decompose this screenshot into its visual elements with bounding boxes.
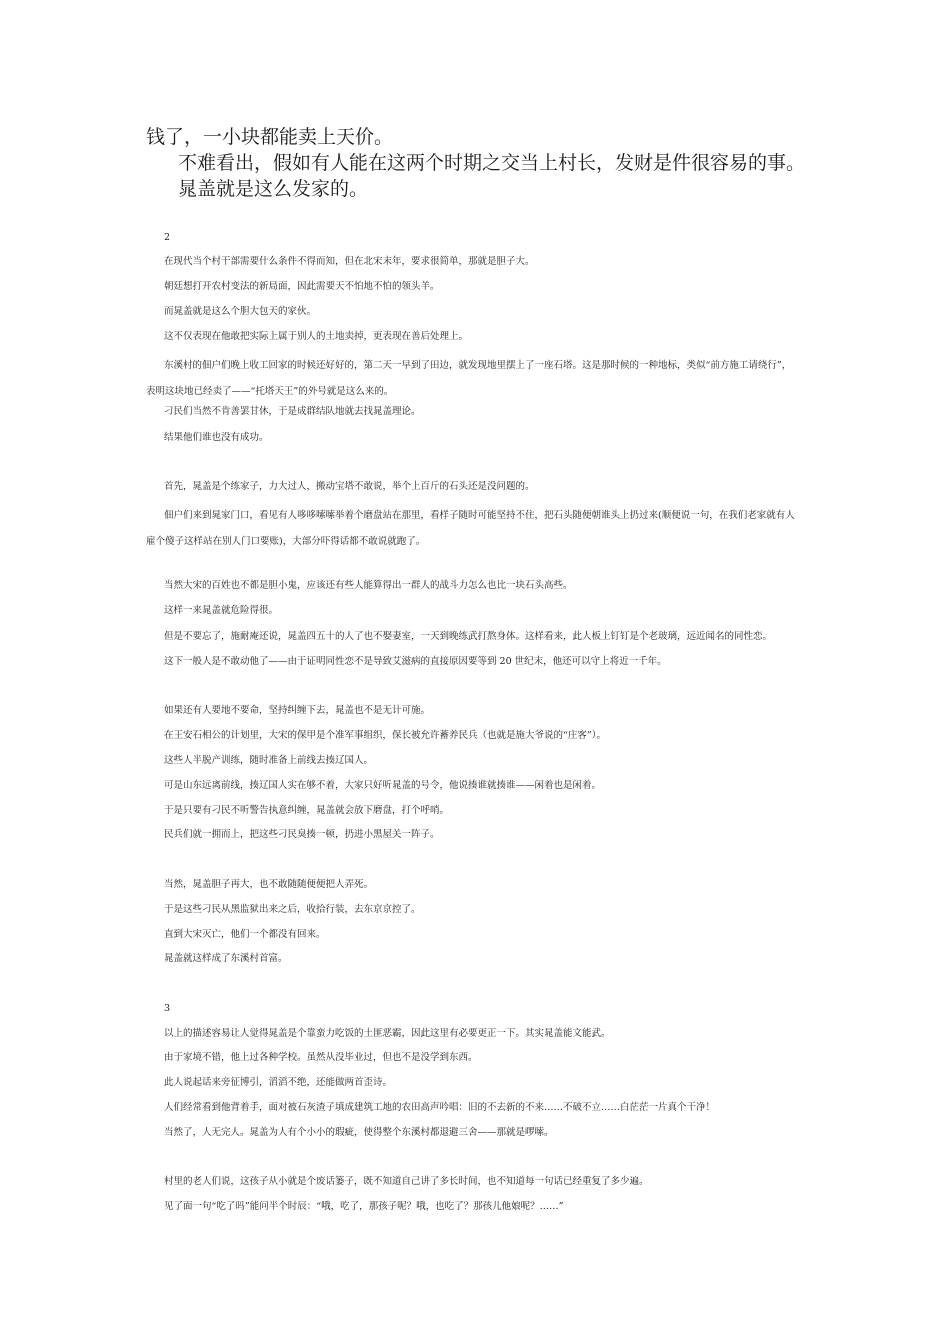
section-number-3: 3	[164, 1003, 171, 1014]
intro-line-3: 晁盖就是这么发家的。	[178, 178, 369, 200]
paragraph: 这些人半脱产训练，随时准备上前线去揍辽国人。	[164, 755, 374, 766]
paragraph: 当然了，人无完人。晁盖为人有个小小的瑕疵，使得整个东溪村都退避三舍——那就是啰嗦。	[164, 1127, 554, 1138]
paragraph: 民兵们就一拥而上，把这些刁民臭揍一顿，扔进小黑屋关一阵子。	[164, 829, 440, 840]
paragraph: 直到大宋灭亡，他们一个都没有回来。	[164, 929, 326, 940]
paragraph: 当然大宋的百姓也不都是胆小鬼，应该还有些人能算得出一群人的战斗力怎么也比一块石头高些。	[164, 580, 573, 591]
paragraph: 刁民们当然不肯善罢甘休，于是成群结队地就去找晁盖理论。	[164, 406, 421, 417]
intro-line-2: 不难看出，假如有人能在这两个时期之交当上村长，发财是件很容易的事。	[178, 152, 806, 174]
paragraph: 但是不要忘了，施耐庵还说，晁盖四五十的人了也不娶妻室，一天到晚练武打熬身体。这样看来，此人板上钉钉是个老玻璃，远近闻名的同性恋。	[164, 631, 773, 642]
paragraph: 晁盖就这样成了东溪村首富。	[164, 953, 288, 964]
paragraph: 如果还有人要地不要命，坚持纠缠下去，晁盖也不是无计可施。	[164, 705, 431, 716]
paragraph: 这下一般人是不敢动他了——由于证明同性恋不是导致艾滋病的直接原因要等到 20 世纪末，他还可以守上将近一千年。	[164, 656, 667, 667]
section-number-2: 2	[164, 232, 171, 243]
paragraph: 朝廷想打开农村变法的新局面，因此需要天不怕地不怕的领头羊。	[164, 281, 440, 292]
paragraph: 这样一来晁盖就危险得很。	[164, 605, 279, 616]
paragraph: 佃户们来到晁家门口，看见有人哆哆嗦嗦举着个磨盘站在那里，看样子随时可能坚持不住，把石头随便朝谁头上扔过来(顺便说一句，在我们老家就有人雇个傻子这样站在别人门口要账)，大部分吓得话都不敢说就跑了。	[146, 510, 795, 547]
paragraph: 当然，晁盖胆子再大，也不敢随随便便把人弄死。	[164, 879, 374, 890]
intro-line-1: 钱了，一小块都能卖上天价。	[146, 126, 394, 148]
paragraph: 东溪村的佃户们晚上收工回家的时候还好好的，第二天一早到了田边，就发现地里摆上了一座石塔。这是那时候的一种地标，类似“前方施工请绕行”，表明这块地已经卖了——“托塔天王”的外号就是这么来的。	[146, 360, 792, 397]
paragraph: 见了面一句“吃了吗”能问半个时辰：“哦，吃了，那孩子呢？哦，也吃了？那孩儿他娘呢？……”	[164, 1201, 564, 1212]
paragraph: 可是山东远离前线，揍辽国人实在够不着，大家只好听晁盖的号令，他说揍谁就揍谁——闲着也是闲着。	[164, 780, 602, 791]
paragraph: 以上的描述容易让人觉得晁盖是个靠蛮力吃饭的土匪恶霸，因此这里有必要更正一下。其实晁盖能文能武。	[164, 1028, 611, 1039]
paragraph: 于是只要有刁民不听警告执意纠缠，晁盖就会放下磨盘，打个呼哨。	[164, 805, 450, 816]
paragraph: 此人说起话来旁征博引，滔滔不绝，还能做两首歪诗。	[164, 1077, 393, 1088]
paragraph: 于是这些刁民从黑监狱出来之后，收拾行装，去东京京控了。	[164, 904, 421, 915]
paragraph: 而晁盖就是这么个胆大包天的家伙。	[164, 306, 317, 317]
paragraph: 在王安石相公的计划里，大宋的保甲是个准军事组织，保长被允许蓄养民兵（也就是施大爷说的“庄客”）。	[164, 730, 606, 741]
paragraph: 人们经常看到他背着手，面对被石灰渣子填成建筑工地的农田高声吟唱：旧的不去新的不来……不破不立……白茫茫一片真个干净！	[164, 1102, 716, 1113]
paragraph: 首先，晁盖是个练家子，力大过人，搬动宝塔不敢说，举个上百斤的石头还是没问题的。	[164, 481, 535, 492]
paragraph: 村里的老人们说，这孩子从小就是个废话篓子，既不知道自己讲了多长时间，也不知道每一句话已经重复了多少遍。	[164, 1176, 649, 1187]
paragraph: 结果他们谁也没有成功。	[164, 432, 269, 443]
paragraph: 由于家境不错，他上过各种学校。虽然从没毕业过，但也不是没学到东西。	[164, 1052, 478, 1063]
paragraph: 这不仅表现在他敢把实际上属于别人的土地卖掉，更表现在善后处理上。	[164, 331, 469, 342]
paragraph: 在现代当个村干部需要什么条件不得而知，但在北宋末年，要求很简单，那就是胆子大。	[164, 256, 535, 267]
